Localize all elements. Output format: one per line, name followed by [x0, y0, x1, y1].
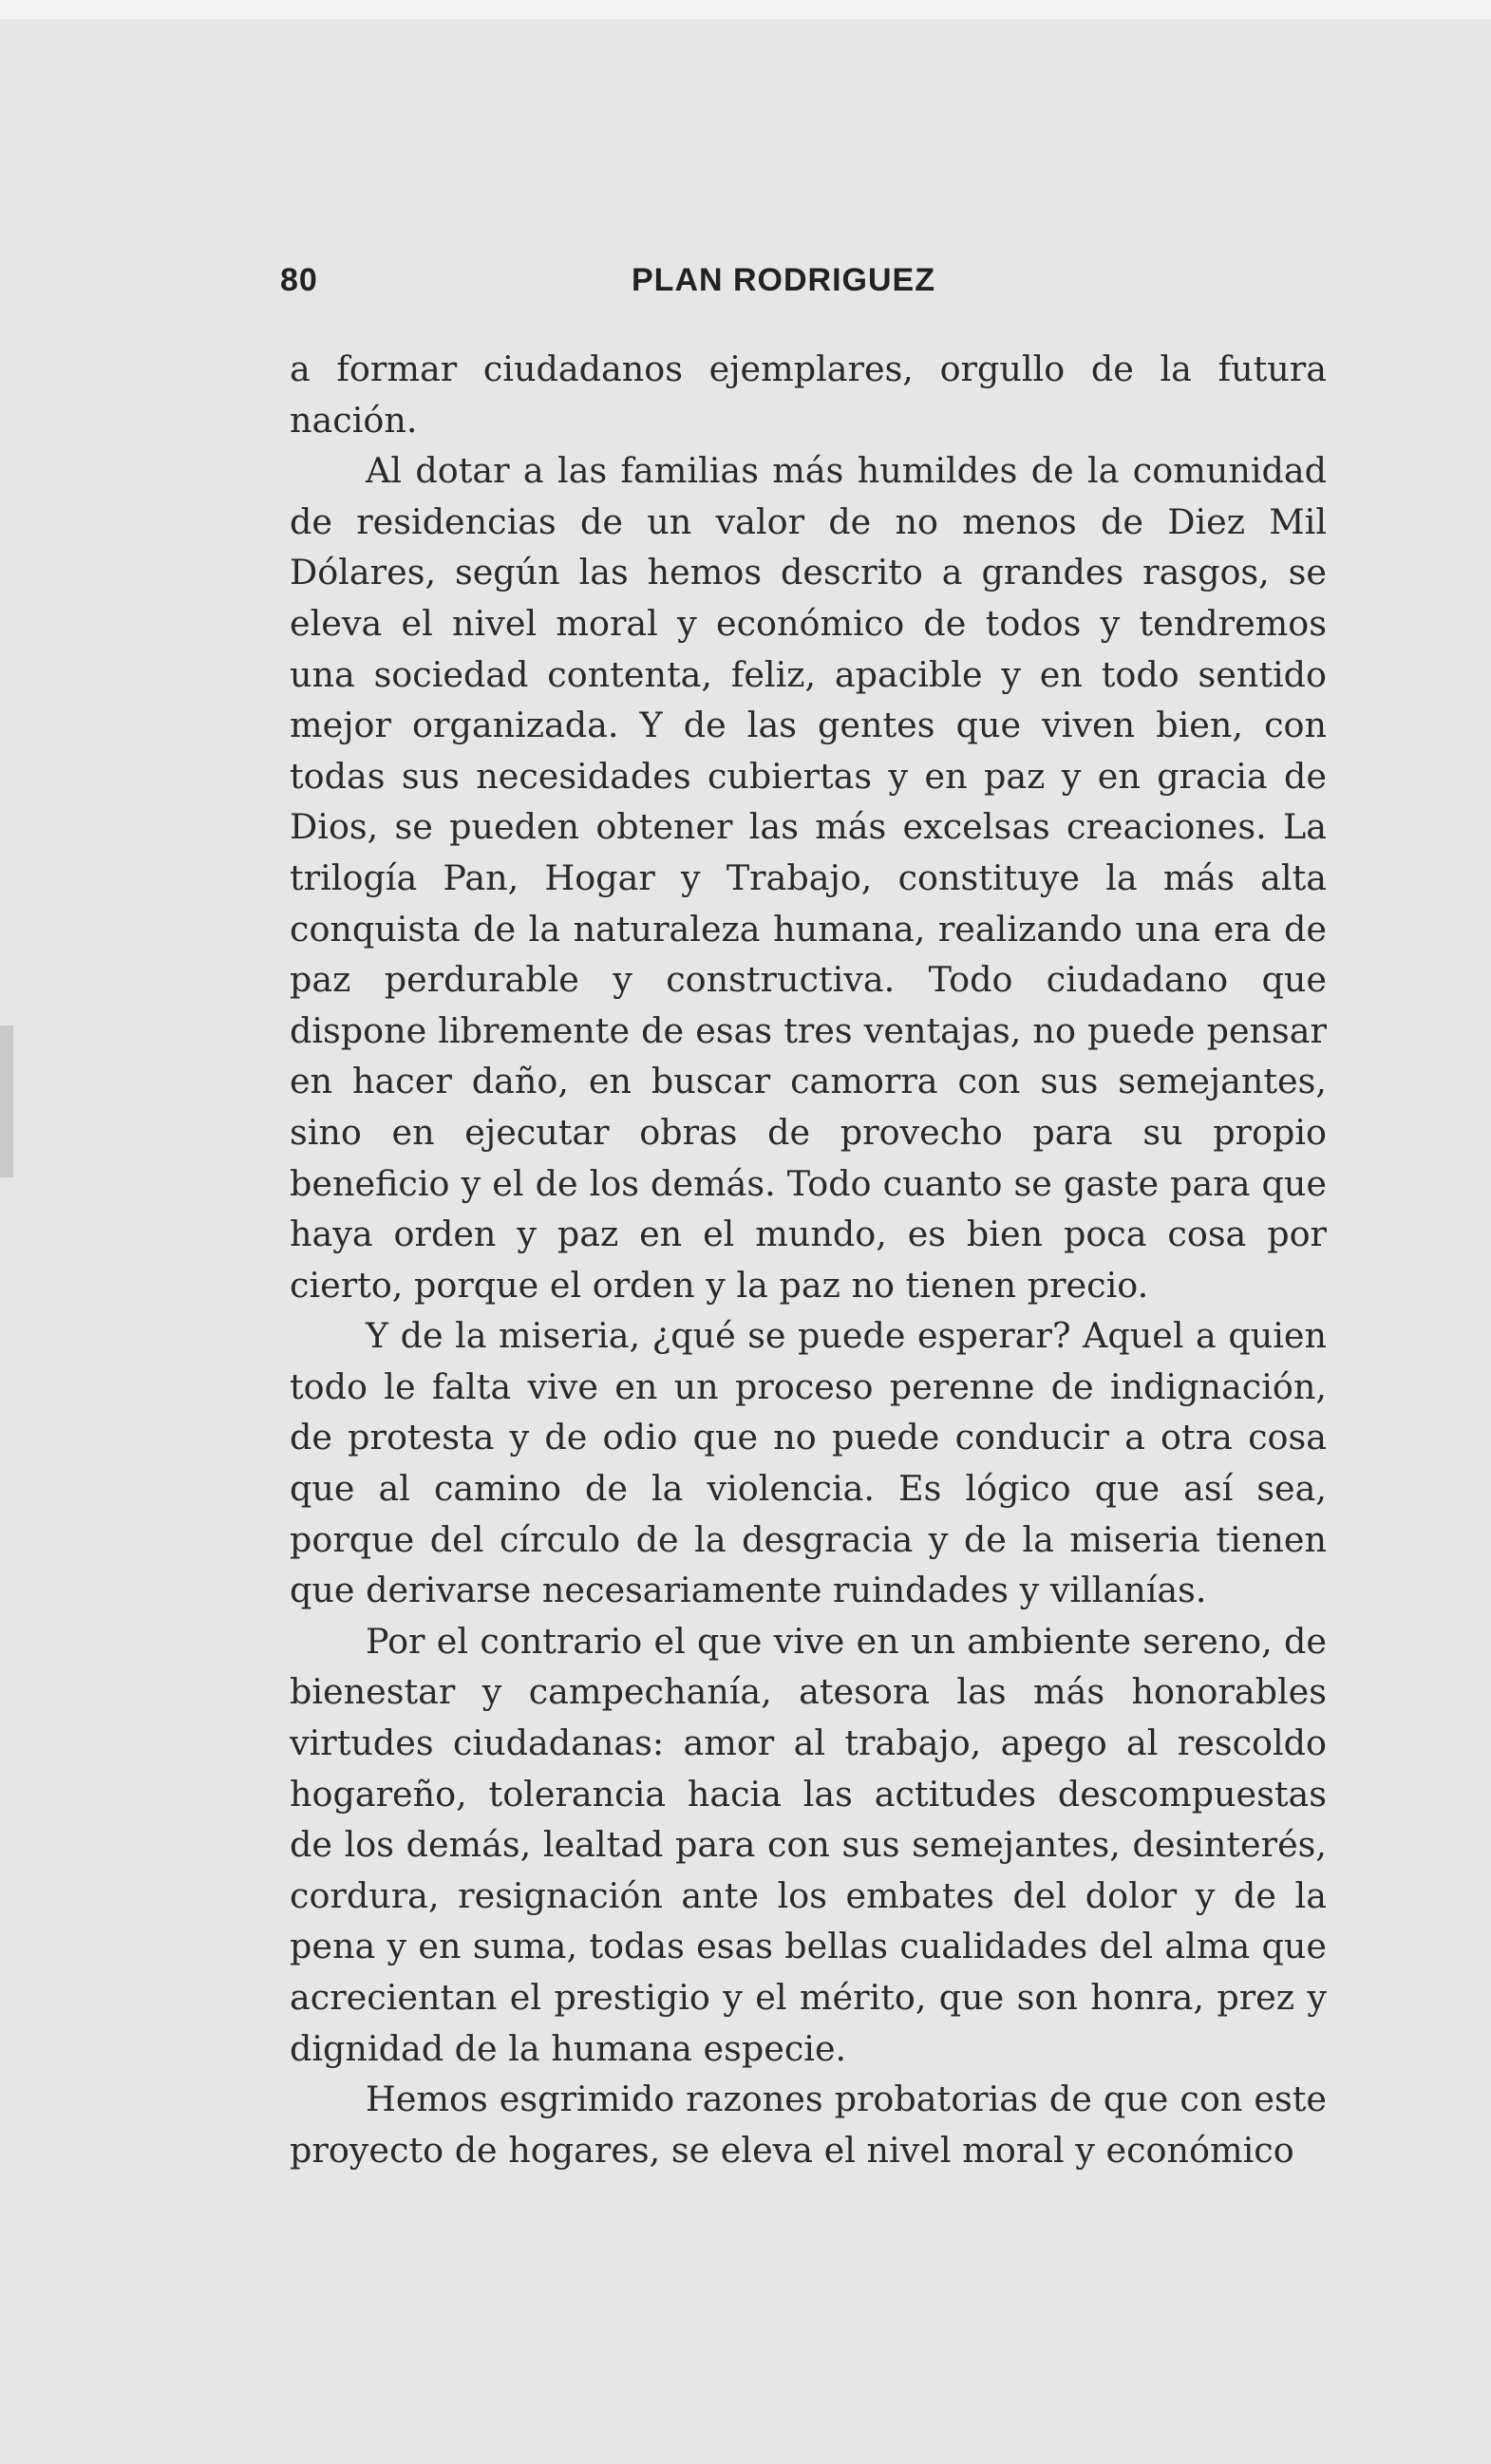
page-header	[280, 262, 1325, 306]
paragraph: Y de la miseria, ¿qué se puede esperar? Aquel a quien todo le falta vive en un proceso perenne de indignación, de protesta y de odio que no puede conducir a otra cosa que al camino de la violencia. Es lógico que así sea, porque del círculo de la desgracia y de la miseria tienen que derivarse necesariamente ruindades y villanías.	[290, 1315, 1327, 1611]
page-number: 80	[280, 262, 318, 298]
paragraph: Por el contrario el que vive en un ambiente sereno, de bienestar y campechanía, atesora las más honorables virtudes ciudadanas: amor al trabajo, apego al rescoldo hogareño, tolerancia hacia las actitudes descompuestas de los demás, lealtad para con sus semejantes, desinterés, cordura, resignación ante los embates del dolor y de la pena y en suma, todas esas bellas cualidades del alma que acrecientan el prestigio y el mérito, que son honra, prez y dignidad de la humana especie.	[290, 1620, 1327, 2069]
body-text	[290, 344, 1327, 2175]
paragraph: Al dotar a las familias más humildes de la comunidad de residencias de un valor de no menos de Diez Mil Dólares, según las hemos descrito a grandes rasgos, se eleva el nivel moral y económico de todos y tendremos una sociedad contenta, feliz, apacible y en todo sentido mejor organizada. Y de las gentes que viven bien, con todas sus necesidades cubiertas y en paz y en gracia de Dios, se pueden obtener las más excelsas creaciones. La trilogía Pan, Hogar y Trabajo, constituye la más alta conquista de la naturaleza humana, realizando una era de paz perdurable y constructiva. Todo ciudadano que dispone libremente de esas tres ventajas, no puede pensar en hacer daño, en buscar camorra con sus semejantes, sino en ejecutar obras de provecho para su propio beneficio y el de los demás. Todo cuanto se gaste para que haya orden y paz en el mundo, es bien poca cosa por cierto, porque el orden y la paz no tienen precio.	[290, 450, 1327, 1306]
paragraph: Hemos esgrimido razones probatorias de que con este proyecto de hogares, se eleva el nivel moral y económico	[290, 2078, 1327, 2171]
paragraph: a formar ciudadanos ejemplares, orgullo de la futura nación.	[290, 348, 1327, 441]
page-top-edge	[0, 0, 1491, 19]
page-left-shadow	[0, 1025, 13, 1177]
running-title: PLAN RODRIGUEZ	[632, 262, 935, 298]
